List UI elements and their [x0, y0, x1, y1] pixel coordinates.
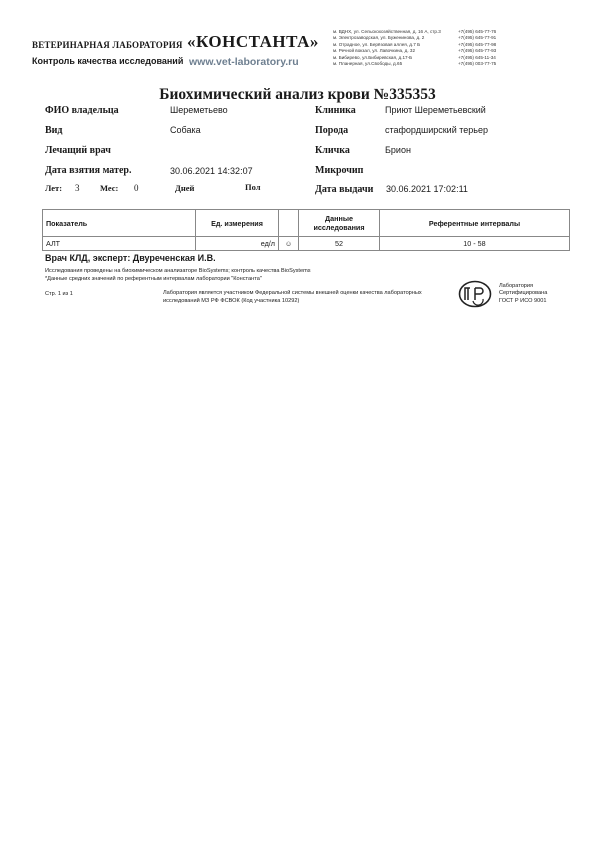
issue-date-value: 30.06.2021 17:02:11: [386, 184, 468, 194]
results-table: [42, 209, 570, 251]
phone-item: +7(495) 645-77-93: [458, 48, 497, 54]
breed-value: стафордширский терьер: [385, 125, 488, 135]
address-item: м. Электрозаводская, ул. Буженинова, д. 2: [333, 35, 425, 41]
lab-subtitle: Контроль качества исследований: [32, 56, 184, 66]
page-number: Стр. 1 из 1: [45, 291, 73, 297]
phone-item: +7(495) 003-77-75: [458, 61, 497, 67]
brand-title: «КОНСТАНТА»: [187, 32, 319, 51]
issue-date-label: Дата выдачи: [315, 184, 374, 195]
address-list: [333, 29, 441, 67]
analyzer-note: Исследования проведены на биохимическом анализаторе BioSystems; контроль качества BioSystems: [45, 268, 311, 274]
phone-item: +7(495) 645-77-98: [458, 41, 497, 47]
phone-item: +7(495) 645-77-76: [458, 29, 497, 34]
phone-list: [458, 29, 495, 67]
website-link[interactable]: www.vet-laboratory.ru: [189, 56, 299, 68]
owner-label: ФИО владельца: [45, 105, 119, 116]
age-months-label: Мес:: [100, 183, 119, 193]
column-header-flag: [279, 210, 299, 237]
clinic-label: Клиника: [315, 105, 356, 116]
column-header-reference: Референтные интервалы: [380, 210, 570, 237]
clinic-value: Приют Шереметьевский: [385, 105, 486, 115]
address-item: м. Бибирево, ул.Бибиревская, д.17-Б: [333, 54, 413, 60]
age-years-label: Лет:: [45, 183, 63, 193]
cert-line: ГОСТ Р ИСО 9001: [499, 297, 547, 304]
expert-signature: Врач КЛД, эксперт: Двуреченская И.В.: [45, 253, 216, 263]
table-row: [43, 237, 570, 251]
age-months-value: 0: [134, 183, 139, 193]
nickname-value: Брион: [385, 145, 411, 155]
certification-text: [499, 283, 547, 305]
table-header-row: [43, 210, 570, 237]
indicator-cell: АЛТ: [43, 237, 196, 251]
cert-line: Сертифицирована: [499, 290, 548, 297]
document-title: Биохимический анализ крови №335353: [159, 86, 436, 103]
address-item: м. ВДНХ, ул. Сельскохозяйственная, д. 16 А, стр.3: [333, 29, 441, 34]
address-item: м. Речной вокзал, ул. Лавочкина, д. 32: [333, 48, 415, 54]
address-item: м. Отрадное, ул. Берёзовая аллея, д.7 Б: [333, 41, 421, 47]
sex-label: Пол: [245, 182, 261, 192]
owner-value: Шереметьево: [170, 105, 228, 115]
proficiency-note: Лаборатория является участником Федеральной системы внешней оценки качества лабораторных исследований МЗ РФ ФСВОК (Код участника 10292): [163, 290, 422, 304]
species-label: Вид: [45, 125, 63, 136]
unit-cell: ед/л: [196, 237, 279, 251]
reference-note: *Данные средних значений по референтным интервалам лаборатории "Константа": [45, 276, 262, 282]
microchip-label: Микрочип: [315, 165, 364, 176]
smiley-icon: ☺: [279, 237, 299, 251]
nickname-label: Кличка: [315, 145, 350, 156]
breed-label: Порода: [315, 125, 349, 136]
column-header-unit: Ед. измерения: [196, 210, 279, 237]
column-header-result: Данные исследования: [299, 210, 380, 237]
sample-date-value: 30.06.2021 14:32:07: [170, 166, 253, 176]
sample-date-label: Дата взятия матер.: [45, 165, 132, 176]
age-years-value: 3: [75, 183, 80, 193]
phone-item: +7(495) 645-11-34: [458, 54, 496, 60]
phone-item: +7(495) 645-77-91: [458, 35, 497, 41]
gost-r-certification-icon: [458, 280, 492, 308]
reference-cell: 10 - 58: [380, 237, 570, 251]
address-item: м. Планерная, ул.Свободы, д.65: [333, 61, 403, 67]
species-value: Собака: [170, 125, 201, 135]
column-header-indicator: Показатель: [43, 210, 196, 237]
lab-name: ВЕТЕРИНАРНАЯ ЛАБОРАТОРИЯ: [32, 40, 183, 50]
cert-line: Лаборатория: [499, 283, 534, 289]
result-cell: 52: [299, 237, 380, 251]
attending-doctor-label: Лечащий врач: [45, 145, 111, 156]
age-days-label: Дней: [175, 183, 195, 193]
